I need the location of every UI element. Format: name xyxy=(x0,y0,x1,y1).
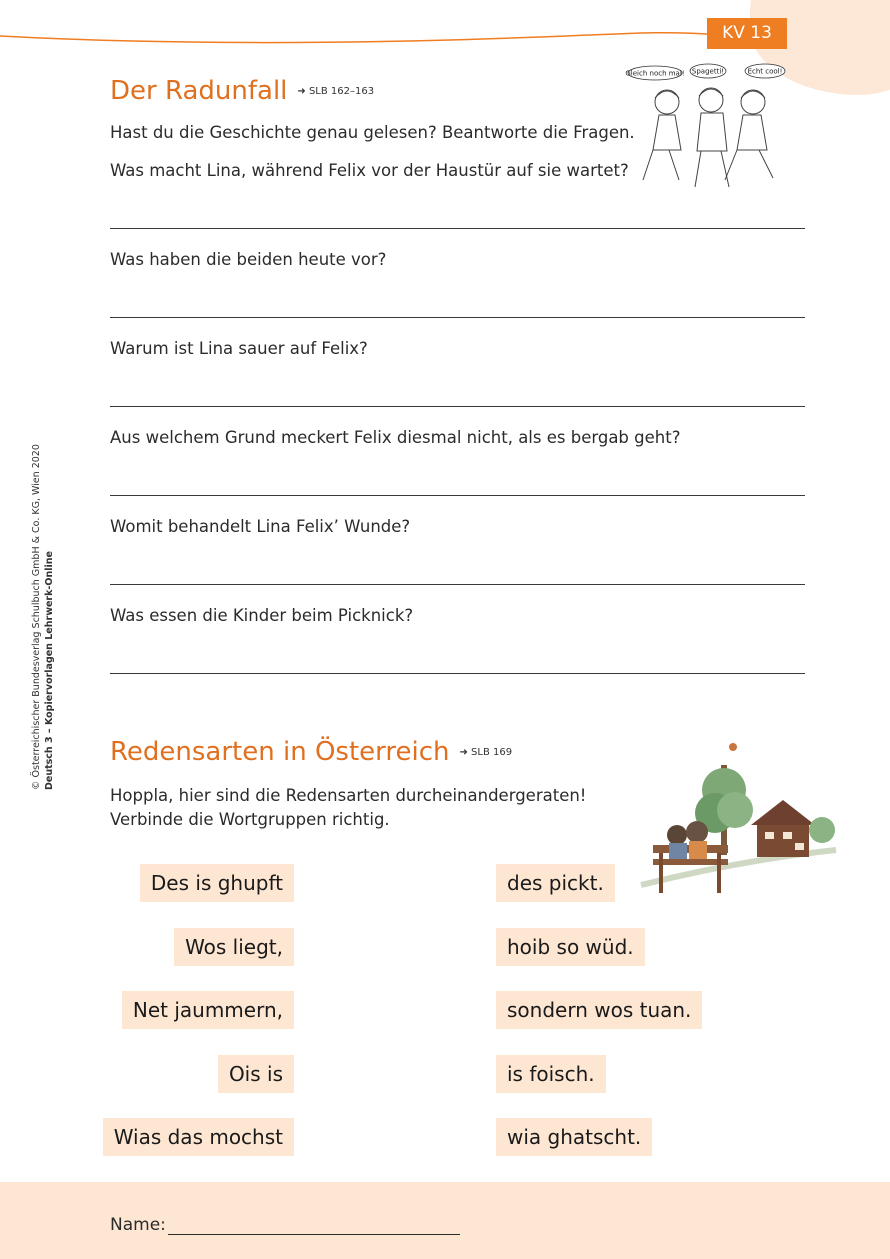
question-5: Womit behandelt Lina Felix’ Wunde? xyxy=(110,517,411,536)
left-phrase-1[interactable]: Des is ghupft xyxy=(140,864,294,902)
answer-line-1[interactable] xyxy=(110,228,805,229)
speech-bubble-2: Spagetti! xyxy=(691,67,725,76)
slb-reference: ➜ SLB 169 xyxy=(459,747,513,758)
answer-line-4[interactable] xyxy=(110,495,805,496)
series-text: Deutsch 3 – Kopiervorlagen Lehrwerk-Online xyxy=(44,551,55,790)
question-3: Warum ist Lina sauer auf Felix? xyxy=(110,339,368,358)
copyright-sidebar xyxy=(30,444,56,790)
answer-line-3[interactable] xyxy=(110,406,805,407)
speech-bubble-1: Gleich noch mal! xyxy=(625,69,685,78)
answer-line-5[interactable] xyxy=(110,584,805,585)
right-phrase-5[interactable]: wia ghatscht. xyxy=(496,1118,652,1156)
right-phrase-1[interactable]: des pickt. xyxy=(496,864,615,902)
left-phrase-5[interactable]: Wias das mochst xyxy=(103,1118,294,1156)
answer-line-2[interactable] xyxy=(110,317,805,318)
worksheet-badge: KV 13 xyxy=(707,18,787,49)
bench-house-illustration xyxy=(635,735,840,910)
instruction-text: Hast du die Geschichte genau gelesen? Beantworte die Fragen. xyxy=(110,123,635,142)
name-label: Name: xyxy=(110,1215,166,1235)
slb-reference: ➜ SLB 162–163 xyxy=(297,86,375,97)
right-phrase-3[interactable]: sondern wos tuan. xyxy=(496,991,702,1029)
section-title-redensarten: Redensarten in Österreich ➜ SLB 169 xyxy=(110,737,513,767)
copyright-text: © Österreichischer Bundesverlag Schulbuch GmbH & Co. KG, Wien 2020 xyxy=(31,444,42,790)
right-phrase-2[interactable]: hoib so wüd. xyxy=(496,928,645,966)
left-phrase-2[interactable]: Wos liegt, xyxy=(174,928,294,966)
left-phrase-3[interactable]: Net jaummern, xyxy=(122,991,294,1029)
speech-bubble-3: Echt cool! xyxy=(747,67,783,76)
instruction-line-2: Verbinde die Wortgruppen richtig. xyxy=(110,810,390,829)
instruction-line-1: Hoppla, hier sind die Redensarten durcheinandergeraten! xyxy=(110,786,587,805)
name-input-line[interactable] xyxy=(168,1234,460,1235)
question-6: Was essen die Kinder beim Picknick? xyxy=(110,606,414,625)
question-2: Was haben die beiden heute vor? xyxy=(110,250,387,269)
answer-line-6[interactable] xyxy=(110,673,805,674)
question-4: Aus welchem Grund meckert Felix diesmal nicht, als es bergab geht? xyxy=(110,428,681,447)
children-illustration xyxy=(625,60,795,200)
right-phrase-4[interactable]: is foisch. xyxy=(496,1055,606,1093)
left-phrase-4[interactable]: Ois is xyxy=(218,1055,294,1093)
question-1: Was macht Lina, während Felix vor der Haustür auf sie wartet? xyxy=(110,161,629,180)
section-title-radunfall: Der Radunfall ➜ SLB 162–163 xyxy=(110,76,375,106)
